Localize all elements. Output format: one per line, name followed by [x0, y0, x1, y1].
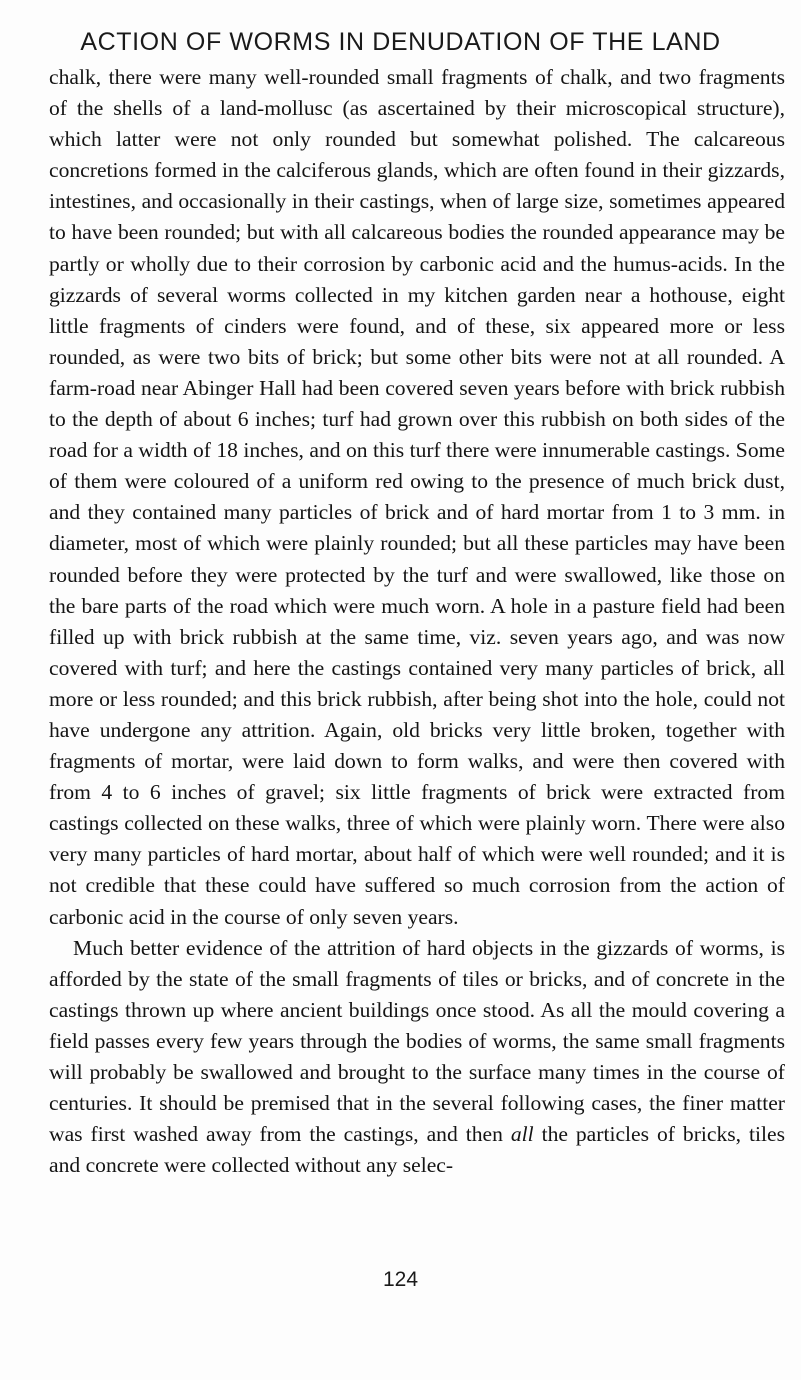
paragraph	[49, 62, 785, 933]
paragraph-text: Much better evidence of the attrition of hard objects in the gizzards of worms, is afforded by the state of the small fragments of tiles or bricks, and of concrete in the castings thrown up where ancient buildings once stood. As all the mould covering a field passes every few years through the bodies of worms, the same small fragments will probably be swallowed and brought to the surface many times in the course of centuries. It should be premised that in the several following cases, the finer matter was first washed away from the castings, and then	[49, 935, 785, 1147]
running-head: ACTION OF WORMS IN DENUDATION OF THE LAND	[80, 28, 721, 56]
body-text	[49, 62, 785, 1181]
italic-emphasis: all	[510, 1122, 534, 1147]
paragraph	[49, 933, 785, 1182]
page-number: 124	[382, 1268, 419, 1291]
paragraph-text: chalk, there were many well-rounded small fragments of chalk, and two fragments of the shells of a land-mollusc (as ascertained by their microscopical structure), which latter were not only rounded but somewhat polished. The calcareous concretions formed in the calciferous glands, which are often found in their gizzards, intestines, and occasionally in their castings, when of large size, sometimes appeared to have been rounded; but with all calcareous bodies the rounded appearance may be partly or wholly due to their corrosion by carbonic acid and the humus-acids. In the gizzards of several worms collected in my kitchen garden near a hothouse, eight little fragments of cinders were found, and of these, six appeared more or less rounded, as were two bits of brick; but some other bits were not at all rounded. A farm-road near Abinger Hall had been covered seven years before with brick rubbish to the depth of about 6 inches; turf had grown over this rubbish on both sides of the road for a width of 18 inches, and on this turf there were innumerable castings. Some of them were coloured of a uniform red owing to the presence of much brick dust, and they contained many particles of brick and of hard mortar from 1 to 3 mm. in diameter, most of which were plainly rounded; but all these particles may have been rounded before they were protected by the turf and were swallowed, like those on the bare parts of the road which were much worn. A hole in a pasture field had been filled up with brick rubbish at the same time, viz. seven years ago, and was now covered with turf; and here the castings contained very many particles of brick, all more or less rounded; and this brick rubbish, after being shot into the hole, could not have undergone any attrition. Again, old bricks very little broken, together with fragments of mortar, were laid down to form walks, and were then covered with from 4 to 6 inches of gravel; six little fragments of brick were extracted from castings collected on these walks, three of which were plainly worn. There were also very many particles of hard mortar, about half of which were well rounded; and it is not credible that these could have suffered so much corrosion from the action of carbonic acid in the course of only seven years.	[49, 65, 785, 929]
paragraph-text: the particles of bricks, tiles and concrete were collected without any selec-	[49, 1122, 785, 1178]
